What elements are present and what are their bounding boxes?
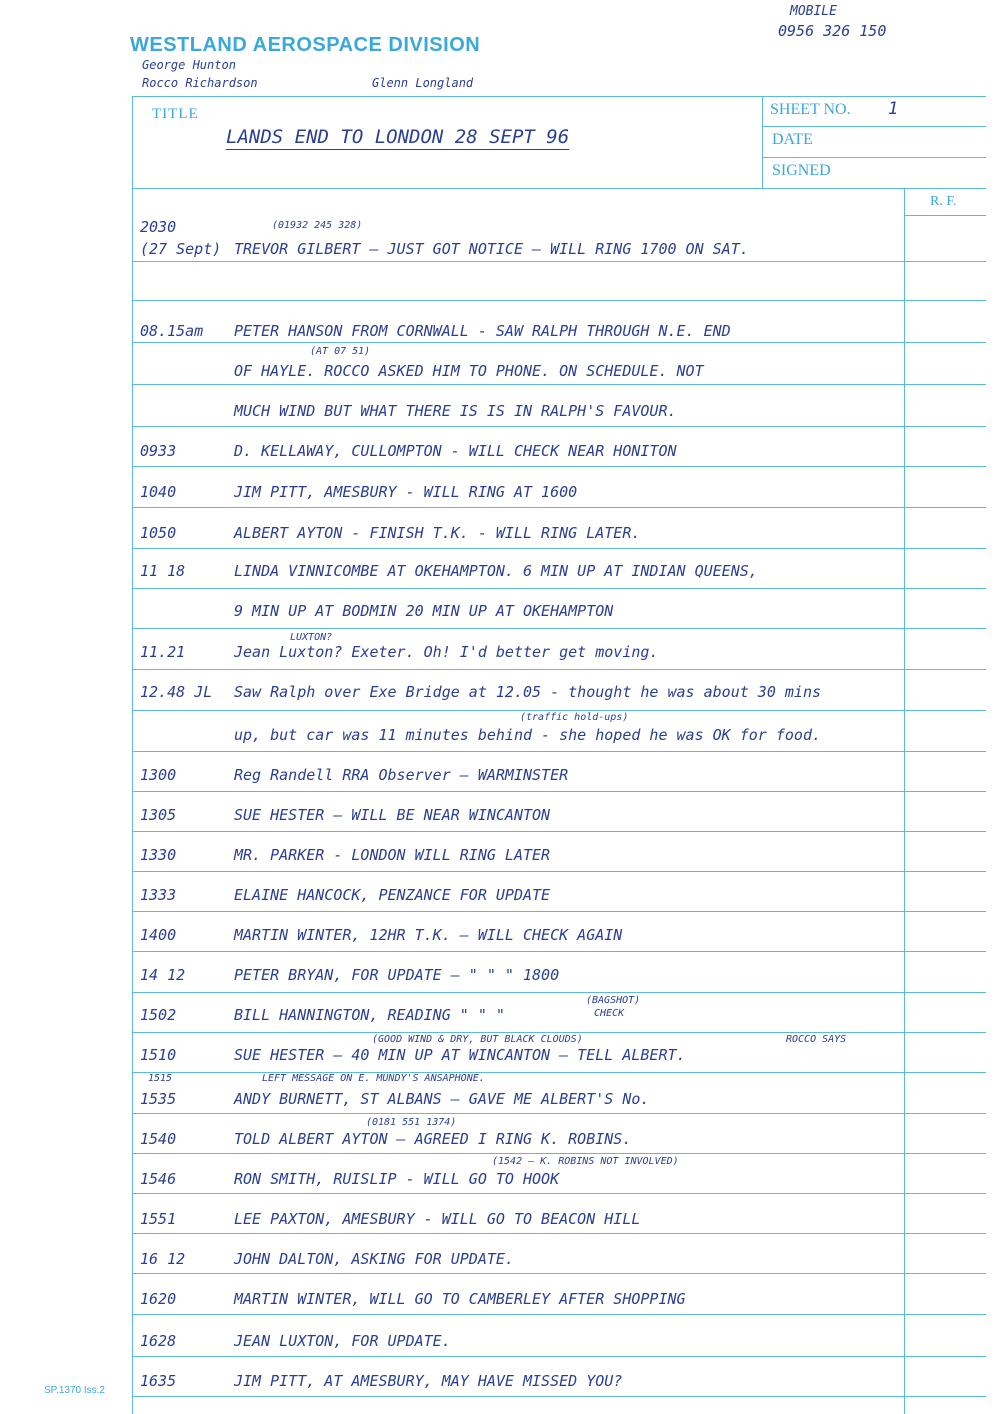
ruled-line: [132, 1314, 986, 1315]
ruled-line: [132, 831, 986, 832]
log-text: SUE HESTER — 40 MIN UP AT WINCANTON — TELL ALBERT.: [234, 1046, 686, 1064]
ruled-line: [132, 992, 986, 993]
log-line: [140, 1046, 904, 1068]
log-line: [140, 1170, 904, 1192]
log-time: 1535: [140, 1090, 177, 1108]
title-label: TITLE: [152, 106, 199, 122]
log-line: [140, 240, 904, 262]
log-text: JIM PITT, AMESBURY - WILL RING AT 1600: [234, 483, 578, 501]
ruled-line: [132, 710, 986, 711]
ruled-line: [132, 384, 986, 385]
ruled-line: [132, 791, 986, 792]
sheet-no-label: SHEET NO.: [770, 101, 851, 118]
log-time: 08.15am: [140, 322, 204, 340]
log-time: 11 18: [140, 562, 186, 580]
note-1515: 1515: [148, 1073, 173, 1084]
log-line: [140, 966, 904, 988]
sheet-row-divider: [762, 126, 986, 127]
log-text: MARTIN WINTER, WILL GO TO CAMBERLEY AFTER SHOPPING: [234, 1290, 686, 1308]
log-line: [140, 362, 904, 384]
ruled-line: [132, 1356, 986, 1357]
log-line: [140, 562, 904, 584]
log-time: 1540: [140, 1130, 177, 1148]
log-time: 1620: [140, 1290, 177, 1308]
company-name: WESTLAND AEROSPACE DIVISION: [130, 34, 481, 56]
log-text: TOLD ALBERT AYTON — AGREED I RING K. ROBINS.: [234, 1130, 632, 1148]
log-time: 1546: [140, 1170, 177, 1188]
log-line: [140, 726, 904, 748]
ruled-line: [132, 466, 986, 467]
log-line: [140, 322, 904, 344]
log-time: 1502: [140, 1006, 177, 1024]
ruled-line: [132, 588, 986, 589]
log-text: MUCH WIND BUT WHAT THERE IS IS IN RALPH'S FAVOUR.: [234, 402, 677, 420]
note-rocco-says: ROCCO SAYS: [786, 1034, 847, 1045]
log-time: 12.48 JL: [140, 683, 213, 701]
note-albert-phone: (0181 551 1374): [366, 1117, 457, 1128]
rf-column-divider: [904, 188, 905, 1414]
ruled-line: [132, 1193, 986, 1194]
ruled-line: [132, 751, 986, 752]
log-line: [140, 886, 904, 908]
date-label: DATE: [772, 131, 813, 148]
note-at-0751: (AT 07 51): [310, 346, 371, 357]
log-time: 1400: [140, 926, 177, 944]
log-text: LEE PAXTON, AMESBURY - WILL GO TO BEACON HILL: [234, 1210, 641, 1228]
document-title: LANDS END TO LONDON 28 SEPT 96: [226, 126, 570, 148]
log-time: 1635: [140, 1372, 177, 1390]
log-text: SUE HESTER — WILL BE NEAR WINCANTON: [234, 806, 551, 824]
author-names-line1: George Hunton: [142, 58, 236, 72]
log-time: (27 Sept): [140, 240, 222, 258]
log-text: D. KELLAWAY, CULLOMPTON - WILL CHECK NEAR HONITON: [234, 442, 677, 460]
rf-label: R. F.: [930, 194, 957, 209]
log-text: MARTIN WINTER, 12HR T.K. — WILL CHECK AGAIN: [234, 926, 623, 944]
log-line: [140, 1210, 904, 1232]
log-line: [140, 683, 904, 705]
log-time: 1628: [140, 1332, 177, 1350]
log-text: LINDA VINNICOMBE AT OKEHAMPTON. 6 MIN UP AT INDIAN QUEENS,: [234, 562, 758, 580]
note-luxton: LUXTON?: [290, 632, 333, 643]
ruled-line: [132, 300, 986, 301]
log-line: [140, 926, 904, 948]
log-time: 1330: [140, 846, 177, 864]
log-text: ANDY BURNETT, ST ALBANS — GAVE ME ALBERT'S No.: [234, 1090, 650, 1108]
ruled-line: [132, 426, 986, 427]
header-bottom-border: [132, 188, 986, 189]
log-line: [140, 442, 904, 464]
note-check: CHECK: [594, 1008, 625, 1019]
log-time: 1510: [140, 1046, 177, 1064]
log-text: JEAN LUXTON, FOR UPDATE.: [234, 1332, 451, 1350]
log-line: [140, 1250, 904, 1272]
sheet-no-value: 1: [888, 99, 899, 119]
log-text: PETER BRYAN, FOR UPDATE — " " " 1800: [234, 966, 560, 984]
ruled-line: [132, 1032, 986, 1033]
log-text: BILL HANNINGTON, READING " " ": [234, 1006, 505, 1024]
log-line: [140, 766, 904, 788]
log-text: ELAINE HANCOCK, PENZANCE FOR UPDATE: [234, 886, 551, 904]
log-time: 0933: [140, 442, 177, 460]
log-time: 1050: [140, 524, 177, 542]
log-time: 1305: [140, 806, 177, 824]
title-box-divider: [762, 96, 763, 188]
log-time: 1300: [140, 766, 177, 784]
ruled-line: [132, 669, 986, 670]
ruled-line: [132, 1153, 986, 1154]
log-time: 1333: [140, 886, 177, 904]
note-trevor-phone: (01932 245 328): [272, 220, 363, 231]
form-top-border: [132, 96, 986, 97]
author-names-line2: Rocco Richardson: [142, 76, 258, 90]
log-line: [140, 1332, 904, 1354]
ruled-line: [132, 871, 986, 872]
ruled-line: [132, 1072, 986, 1073]
log-line: [140, 524, 904, 546]
ruled-line: [132, 951, 986, 952]
log-text: MR. PARKER - LONDON WILL RING LATER: [234, 846, 551, 864]
mobile-label: MOBILE: [790, 4, 837, 19]
ruled-line: [132, 628, 986, 629]
log-text: PETER HANSON FROM CORNWALL - SAW RALPH THROUGH N.E. END: [234, 322, 731, 340]
ruled-line: [132, 548, 986, 549]
log-text: JIM PITT, AT AMESBURY, MAY HAVE MISSED YOU?: [234, 1372, 623, 1390]
log-line: [140, 218, 904, 240]
note-left-message: LEFT MESSAGE ON E. MUNDY'S ANSAPHONE.: [262, 1073, 485, 1084]
log-time: 16 12: [140, 1250, 186, 1268]
log-line: [140, 1290, 904, 1312]
form-reference: SP.1370 Iss.2: [44, 1385, 105, 1396]
ruled-line: [132, 507, 986, 508]
rf-header-divider: [904, 215, 986, 216]
form-left-border: [132, 96, 133, 1414]
note-wind: (GOOD WIND & DRY, BUT BLACK CLOUDS): [372, 1034, 583, 1045]
ruled-line: [132, 1273, 986, 1274]
log-text: OF HAYLE. ROCCO ASKED HIM TO PHONE. ON SCHEDULE. NOT: [234, 362, 704, 380]
date-row-divider: [762, 157, 986, 158]
log-text: TREVOR GILBERT — JUST GOT NOTICE — WILL RING 1700 ON SAT.: [234, 240, 749, 258]
log-line: [140, 1006, 904, 1028]
log-time: 14 12: [140, 966, 186, 984]
note-bagshot: (BAGSHOT): [586, 995, 641, 1006]
log-text: Jean Luxton? Exeter. Oh! I'd better get moving.: [234, 643, 659, 661]
log-line: [140, 1372, 904, 1394]
log-text: RON SMITH, RUISLIP - WILL GO TO HOOK: [234, 1170, 560, 1188]
mobile-number: 0956 326 150: [778, 22, 887, 40]
log-line: [140, 1090, 904, 1112]
log-line: [140, 846, 904, 868]
log-time: 1040: [140, 483, 177, 501]
log-time: 11.21: [140, 643, 186, 661]
ruled-line: [132, 1113, 986, 1114]
log-text: ALBERT AYTON - FINISH T.K. - WILL RING LATER.: [234, 524, 641, 542]
log-line: [140, 1130, 904, 1152]
log-line: [140, 643, 904, 665]
author-names-line3: Glenn Longland: [372, 76, 474, 90]
log-line: [140, 806, 904, 828]
signed-label: SIGNED: [772, 162, 831, 179]
log-time: 1551: [140, 1210, 177, 1228]
log-text: Reg Randell RRA Observer — WARMINSTER: [234, 766, 569, 784]
log-line: [140, 602, 904, 624]
log-text: Saw Ralph over Exe Bridge at 12.05 - thought he was about 30 mins: [234, 683, 821, 701]
log-text: 9 MIN UP AT BODMIN 20 MIN UP AT OKEHAMPTON: [234, 602, 614, 620]
note-traffic-holdups: (traffic hold-ups): [520, 712, 629, 723]
ruled-line: [132, 1233, 986, 1234]
log-text: JOHN DALTON, ASKING FOR UPDATE.: [234, 1250, 514, 1268]
log-text: up, but car was 11 minutes behind - she hoped he was OK for food.: [234, 726, 821, 744]
note-robins: (1542 — K. ROBINS NOT INVOLVED): [492, 1156, 679, 1167]
log-line: [140, 402, 904, 424]
log-line: [140, 483, 904, 505]
ruled-line: [132, 911, 986, 912]
ruled-line: [132, 1396, 986, 1397]
log-time: 2030: [140, 218, 177, 236]
